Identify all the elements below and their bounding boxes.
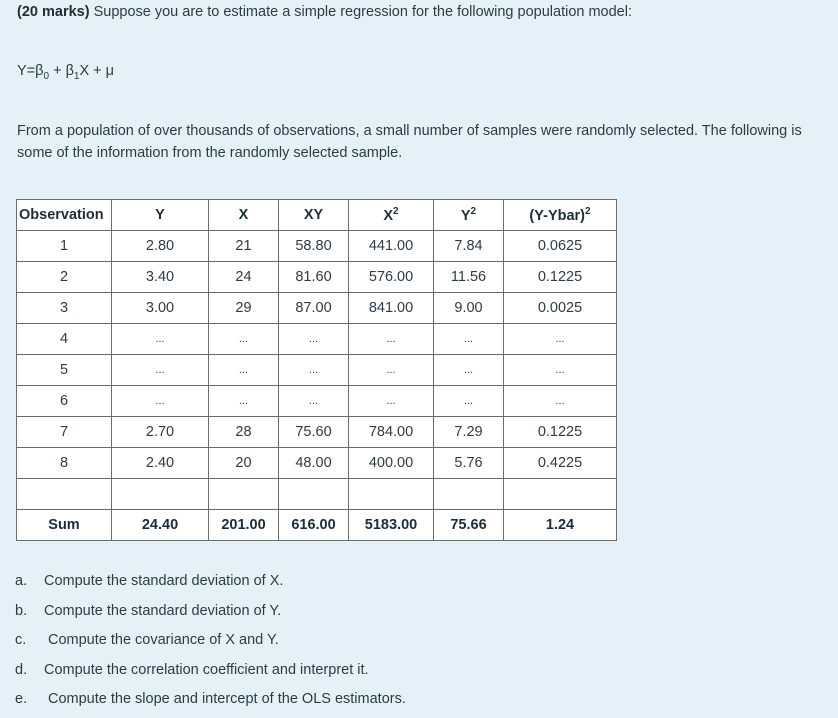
- table-cell: 0.1225: [504, 417, 617, 448]
- sample-data-table: [16, 199, 617, 541]
- table-cell: 441.00: [349, 231, 434, 262]
- header-xy: XY: [279, 200, 349, 231]
- table-cell: ...: [434, 386, 504, 417]
- sum-x: 201.00: [209, 510, 279, 541]
- question-letter: c.: [15, 632, 27, 649]
- table-row: [17, 448, 617, 479]
- question-text: Compute the standard deviation of X.: [44, 573, 284, 589]
- table-cell: [434, 479, 504, 510]
- table-cell: ...: [504, 386, 617, 417]
- question-letter: d.: [15, 661, 28, 678]
- table-cell: ...: [279, 386, 349, 417]
- table-cell: 87.00: [279, 293, 349, 324]
- table-cell: 29: [209, 293, 279, 324]
- table-cell: 0.0625: [504, 231, 617, 262]
- question-header: [17, 4, 632, 20]
- table-cell: 2: [17, 262, 112, 293]
- table-cell: ...: [279, 324, 349, 355]
- table-cell: 21: [209, 231, 279, 262]
- table-cell: 48.00: [279, 448, 349, 479]
- table-cell: ...: [349, 355, 434, 386]
- table-cell: [17, 479, 112, 510]
- sum-label: Sum: [17, 510, 112, 541]
- table-cell: 0.1225: [504, 262, 617, 293]
- question-letter: b.: [15, 602, 28, 619]
- table-cell: 841.00: [349, 293, 434, 324]
- question-letter: e.: [15, 691, 28, 708]
- table-cell: ...: [504, 355, 617, 386]
- table-row: [17, 262, 617, 293]
- table-row: [17, 324, 617, 355]
- header-y-squared: $Y^2$: [434, 200, 504, 231]
- table-cell: ...: [112, 386, 209, 417]
- table-row: [17, 417, 617, 448]
- table-cell: 0.0025: [504, 293, 617, 324]
- marks-label: (20 marks): [17, 4, 90, 20]
- table-cell: [112, 479, 209, 510]
- population-model: $Y=\beta_0 + \beta_1X + \mu$: [17, 63, 115, 82]
- sum-row: [17, 510, 617, 541]
- table-cell: ...: [112, 355, 209, 386]
- table-cell: 0.4225: [504, 448, 617, 479]
- table-cell: 2.80: [112, 231, 209, 262]
- table-cell: [279, 479, 349, 510]
- table-cell: 24: [209, 262, 279, 293]
- question-item: [15, 659, 406, 689]
- header-x: X: [209, 200, 279, 231]
- table-row: [17, 386, 617, 417]
- table-cell: 3.40: [112, 262, 209, 293]
- question-letter: a.: [15, 573, 28, 589]
- question-item: [15, 688, 406, 718]
- table-cell: 11.56: [434, 262, 504, 293]
- table-cell: ...: [434, 324, 504, 355]
- table-cell: 1: [17, 231, 112, 262]
- table-row: [17, 231, 617, 262]
- table-cell: ...: [209, 355, 279, 386]
- table-cell: 7: [17, 417, 112, 448]
- table-row: [17, 293, 617, 324]
- table-cell: ...: [209, 386, 279, 417]
- table-cell: 7.29: [434, 417, 504, 448]
- question-text: Compute the standard deviation of Y.: [44, 602, 282, 619]
- table-cell: 400.00: [349, 448, 434, 479]
- table-cell: ...: [209, 324, 279, 355]
- table-cell: 7.84: [434, 231, 504, 262]
- table-cell: 5.76: [434, 448, 504, 479]
- table-cell: 81.60: [279, 262, 349, 293]
- table-cell: 58.80: [279, 231, 349, 262]
- table-cell: [349, 479, 434, 510]
- table-cell: 5: [17, 355, 112, 386]
- table-cell: ...: [349, 386, 434, 417]
- sum-y-dev-squared: 1.24: [504, 510, 617, 541]
- question-text: Compute the covariance of X and Y.: [48, 632, 279, 649]
- intro-paragraph: From a population of over thousands of observations, a small number of samples were randomly selected. The following is some of the information from the randomly selected sample.: [17, 123, 802, 161]
- sum-x-squared: 5183.00: [349, 510, 434, 541]
- table-cell: 3.00: [112, 293, 209, 324]
- question-item: [15, 600, 406, 630]
- table-cell: ...: [279, 355, 349, 386]
- question-list: [15, 570, 406, 718]
- header-x-squared: $X^2$: [349, 200, 434, 231]
- header-observation: Observation: [17, 200, 112, 231]
- table-cell: ...: [504, 324, 617, 355]
- question-text: Compute the slope and intercept of the OLS estimators.: [48, 691, 406, 708]
- question-item: [15, 570, 406, 600]
- table-cell: 576.00: [349, 262, 434, 293]
- table-cell: 3: [17, 293, 112, 324]
- table-cell: 8: [17, 448, 112, 479]
- table-cell: 2.70: [112, 417, 209, 448]
- sum-xy: 616.00: [279, 510, 349, 541]
- table-cell: [209, 479, 279, 510]
- table-row: [17, 479, 617, 510]
- table-cell: [504, 479, 617, 510]
- table-row: [17, 355, 617, 386]
- table-cell: ...: [349, 324, 434, 355]
- table-cell: ...: [112, 324, 209, 355]
- table-cell: ...: [434, 355, 504, 386]
- sum-y: 24.40: [112, 510, 209, 541]
- table-cell: 2.40: [112, 448, 209, 479]
- table-cell: 20: [209, 448, 279, 479]
- table-cell: 6: [17, 386, 112, 417]
- question-item: [15, 629, 406, 659]
- table-cell: 4: [17, 324, 112, 355]
- question-text: Compute the correlation coefficient and interpret it.: [44, 661, 369, 678]
- table-header-row: [17, 200, 617, 231]
- question-prompt: Suppose you are to estimate a simple regression for the following population model:: [93, 4, 632, 20]
- table-cell: 784.00: [349, 417, 434, 448]
- header-y: Y: [112, 200, 209, 231]
- header-y-dev-squared: (Y-Ybar)$^2$: [504, 200, 617, 231]
- table-cell: 28: [209, 417, 279, 448]
- table-cell: 75.60: [279, 417, 349, 448]
- sum-y-squared: 75.66: [434, 510, 504, 541]
- table-cell: 9.00: [434, 293, 504, 324]
